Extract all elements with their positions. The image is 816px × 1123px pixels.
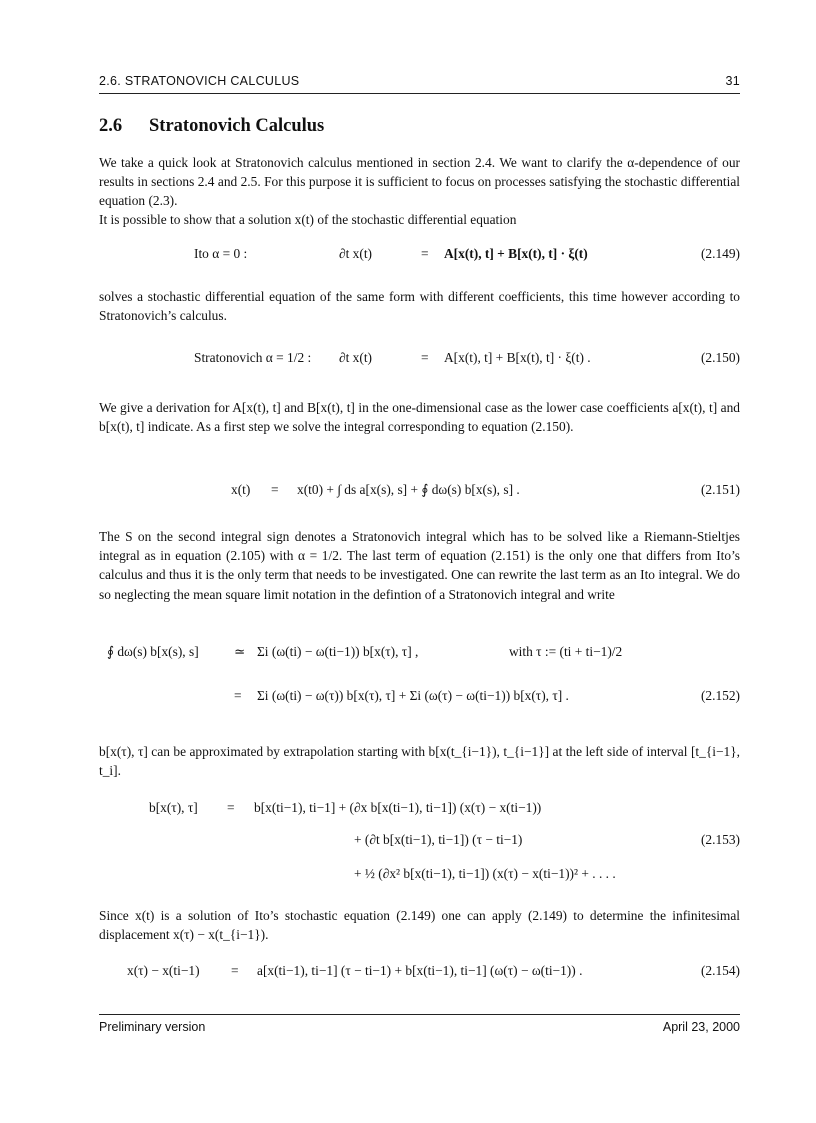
equation-2-150 (99, 350, 740, 374)
eq-lhs: ∮ dω(s) b[x(s), s] (107, 644, 199, 659)
equation-2-153-line2 (99, 832, 740, 856)
eq-rhs: Σi (ω(ti) − ω(τ)) b[x(τ), τ] + Σi (ω(τ) − ω(ti−1)) b[x(τ), τ] . (257, 688, 569, 703)
footer-rule (99, 1014, 740, 1015)
eq-lhs: x(τ) − x(ti−1) (127, 963, 200, 978)
eq-condition: with τ := (ti + ti−1)/2 (509, 644, 623, 659)
equation-number: (2.152) (700, 688, 740, 703)
eq-rhs: a[x(ti−1), ti−1] (τ − ti−1) + b[x(ti−1), ti−1] (ω(τ) − ω(ti−1)) . (257, 963, 583, 978)
equation-2-154 (99, 963, 740, 987)
paragraph-stratonovich-integral: The S on the second integral sign denotes a Stratonovich integral which has to be solved like a Riemann-Stieltjes integral as in equation (2.105) with α = 1/2. The last term of equation (2.151) is the only one that differs from Ito’s calculus and thus it is the only term that needs to be investigated. One can rewrite the last term as an Ito integral. We do so neglecting the mean square limit notation in the defintion of a Stratonovich integral and write (99, 529, 740, 602)
footer-date: April 23, 2000 (662, 1020, 740, 1034)
section-title: Stratonovich Calculus (149, 116, 325, 136)
eq-relation: = (231, 963, 239, 978)
running-header (99, 74, 740, 96)
equation-number: (2.149) (700, 246, 740, 261)
equation-2-149 (99, 246, 740, 270)
equation-number: (2.151) (700, 482, 740, 497)
eq-lhs: b[x(τ), τ] (149, 800, 198, 815)
eq-relation: = (421, 246, 429, 261)
eq-relation: = (234, 688, 242, 703)
section-number: 2.6 (99, 116, 123, 136)
eq-rhs: A[x(t), t] + B[x(t), t] · ξ(t) . (444, 350, 591, 365)
eq-label: Stratonovich α = 1/2 : (194, 350, 312, 365)
eq-rhs: + ½ (∂x² b[x(ti−1), ti−1]) (x(τ) − x(ti−1))² + . . . . (354, 866, 616, 881)
eq-lhs: x(t) (231, 482, 251, 497)
eq-relation: ≃ (234, 644, 246, 659)
equation-2-151 (99, 482, 740, 506)
equation-2-152-line1 (99, 644, 740, 668)
paragraph-derivation: We give a derivation for A[x(t), t] and B[x(t), t] in the one-dimensional case as the lower case coefficients a[x(t), t] and b[x(t), t] indicate. As a first step we solve the integral corresponding to equation (2.150). (99, 400, 740, 435)
paragraph-stratonovich-intro: solves a stochastic differential equation of the same form with different coefficients, this time however according to Stratonovich’s calculus. (99, 289, 740, 324)
eq-rhs: b[x(ti−1), ti−1] + (∂x b[x(ti−1), ti−1]) (x(τ) − x(ti−1)) (254, 800, 542, 815)
eq-rhs: Σi (ω(ti) − ω(ti−1)) b[x(τ), τ] , (257, 644, 419, 659)
eq-lhs: ∂t x(t) (339, 246, 373, 261)
header-chapter: 2.6. STRATONOVICH CALCULUS (99, 74, 300, 88)
paragraph-extrapolation: b[x(τ), τ] can be approximated by extrapolation starting with b[x(t_{i−1}), t_{i−1}] at the left side of interval [t_{i−1}, t_i]. (99, 744, 740, 779)
equation-number: (2.153) (700, 832, 740, 847)
equation-2-153-line3 (99, 866, 740, 890)
eq-lhs: ∂t x(t) (339, 350, 373, 365)
equation-2-152-line2 (99, 688, 740, 712)
header-page-number: 31 (725, 74, 740, 88)
equation-number: (2.154) (700, 963, 740, 978)
paragraph-intro: We take a quick look at Stratonovich calculus mentioned in section 2.4. We want to clarify the α-dependence of our results in sections 2.4 and 2.5. For this purpose it is sufficient to focus on processes satisfying the stochastic differential equation (2.3). (99, 155, 740, 209)
equation-2-153-line1 (99, 800, 740, 824)
equation-number: (2.150) (700, 350, 740, 365)
eq-rhs: + (∂t b[x(ti−1), ti−1]) (τ − ti−1) (354, 832, 523, 847)
paragraph-solution: It is possible to show that a solution x(t) of the stochastic differential equation (99, 212, 517, 227)
footer-version: Preliminary version (99, 1020, 206, 1034)
section-heading (99, 116, 324, 137)
eq-rhs: x(t0) + ∫ ds a[x(s), s] + ∮ dω(s) b[x(s), s] . (297, 482, 520, 497)
paragraph-displacement: Since x(t) is a solution of Ito’s stochastic equation (2.149) one can apply (2.149) to determine the infinitesimal displacement x(τ) − x(t_{i−1}). (99, 908, 740, 943)
header-rule (99, 93, 740, 94)
eq-relation: = (271, 482, 279, 497)
eq-rhs: A[x(t), t] + B[x(t), t] · ξ(t) (444, 246, 588, 261)
eq-relation: = (227, 800, 235, 815)
eq-label: Ito α = 0 : (194, 246, 248, 261)
eq-relation: = (421, 350, 429, 365)
